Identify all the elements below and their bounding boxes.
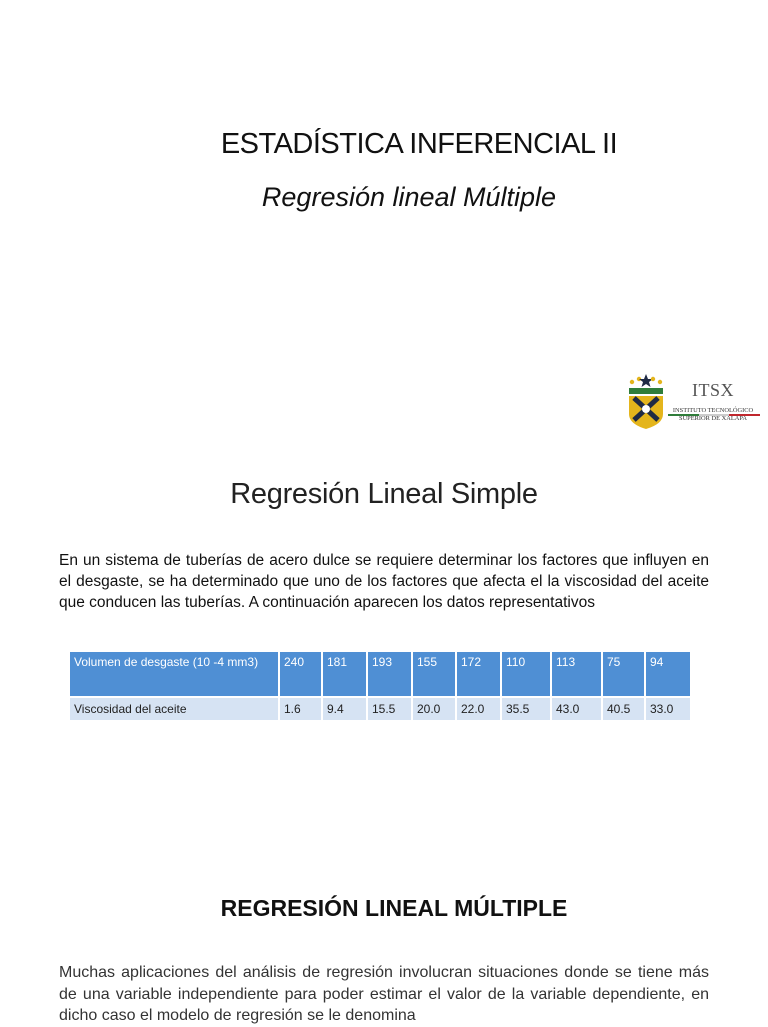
logo-subtitle bbox=[666, 407, 760, 423]
table-cell: 155 bbox=[413, 652, 455, 696]
table-cell: 193 bbox=[368, 652, 411, 696]
table-cell: 35.5 bbox=[502, 698, 550, 720]
table-cell: 94 bbox=[646, 652, 690, 696]
table-row bbox=[70, 698, 690, 720]
table-row-label: Volumen de desgaste (10 -4 mm3) bbox=[70, 652, 278, 696]
table-cell: 43.0 bbox=[552, 698, 601, 720]
section-title-simple: Regresión Lineal Simple bbox=[230, 478, 538, 510]
table-cell: 172 bbox=[457, 652, 500, 696]
table-cell: 113 bbox=[552, 652, 601, 696]
table-cell: 9.4 bbox=[323, 698, 366, 720]
table-cell: 33.0 bbox=[646, 698, 690, 720]
logo-subtitle-line-1: INSTITUTO TECNOLÓGICO bbox=[672, 407, 754, 414]
itsx-logo bbox=[626, 374, 760, 430]
intro-paragraph: En un sistema de tuberías de acero dulce se requiere determinar los factores que influyen en el desgaste, se ha determinado que uno de los factores que afecta el la viscosidad del aceite que conducen las tuberías. A continuación aparecen los datos representativos bbox=[59, 552, 709, 611]
section-title-multiple: REGRESIÓN LINEAL MÚLTIPLE bbox=[220, 895, 568, 921]
logo-subtitle-line-2: SUPERIOR DE XALAPA bbox=[679, 415, 747, 422]
data-table bbox=[68, 650, 692, 722]
table-cell: 20.0 bbox=[413, 698, 455, 720]
table-cell: 75 bbox=[603, 652, 644, 696]
multiple-regression-paragraph: Muchas aplicaciones del análisis de regresión involucran situaciones donde se tiene más de una variable independiente para poder estimar el valor de la variable dependiente, en dicho caso el modelo de regresión se le denomina bbox=[59, 964, 709, 1024]
table-cell: 15.5 bbox=[368, 698, 411, 720]
table-cell: 110 bbox=[502, 652, 550, 696]
itsx-shield-icon bbox=[626, 374, 666, 430]
logo-tricolor-bar bbox=[668, 403, 760, 405]
logo-name: ITSX bbox=[692, 380, 734, 400]
table-cell: 181 bbox=[323, 652, 366, 696]
table-cell: 240 bbox=[280, 652, 321, 696]
table-cell: 40.5 bbox=[603, 698, 644, 720]
table-cell: 22.0 bbox=[457, 698, 500, 720]
table-row bbox=[70, 652, 690, 696]
table-row-label: Viscosidad del aceite bbox=[70, 698, 278, 720]
slide-title: ESTADÍSTICA INFERENCIAL II bbox=[220, 128, 618, 160]
table-cell: 1.6 bbox=[280, 698, 321, 720]
slide-subtitle: Regresión lineal Múltiple bbox=[261, 182, 557, 212]
